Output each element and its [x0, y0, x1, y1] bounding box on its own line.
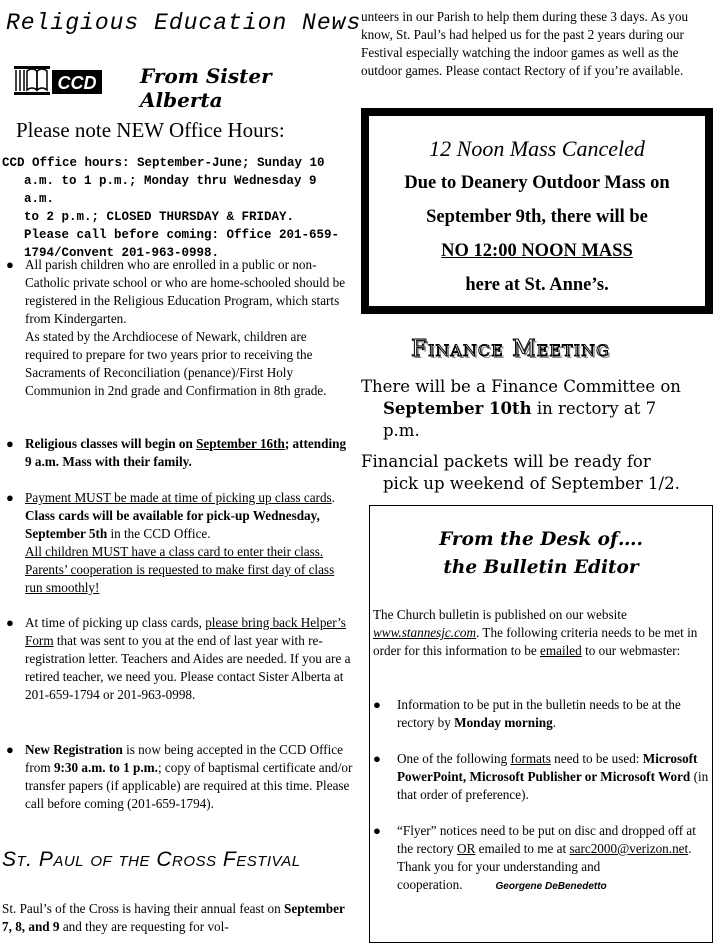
- from-sister-alberta: From Sister Alberta: [140, 64, 272, 112]
- page-title: Religious Education News: [6, 10, 362, 36]
- bullet-new-registration: ● New Registration is now being accepted in the CCD Office from 9:30 a.m. to 1 p.m.; copy of baptismal certificate and/or transfer papers (if applicable) are required at this time. Please call before coming (201-659-1794).: [6, 742, 353, 811]
- festival-title: St. Paul of the Cross Festival: [2, 848, 301, 871]
- bullet-icon: ●: [6, 742, 14, 757]
- email-link[interactable]: sarc2000@verizon.net: [569, 841, 689, 856]
- bullet-icon: ●: [6, 436, 14, 451]
- bullet-icon: ●: [373, 823, 381, 838]
- criteria-flyer: ● “Flyer” notices need to be put on disc and dropped off at the rectory OR emailed to me at sarc2000@verizon.net. Thank you for your understanding and cooperation. Georgene DeBenedetto: [373, 823, 696, 892]
- festival-text-start: St. Paul’s of the Cross is having their annual feast on September 7, 8, and 9 and they are requesting for vol-: [2, 901, 345, 934]
- mass-canceled-title: 12 Noon Mass Canceled: [429, 136, 645, 161]
- office-hours-title: Please note NEW Office Hours:: [16, 118, 285, 142]
- bulletin-editor-box: [369, 505, 713, 943]
- bullet-icon: ●: [6, 615, 14, 630]
- bullet-classes-begin: ● Religious classes will begin on September 16th; attending 9 a.m. Mass with their family.: [6, 436, 347, 469]
- bullet-icon: ●: [6, 490, 14, 505]
- mass-canceled-box: [361, 108, 713, 314]
- editor-signature: Georgene DeBenedetto: [495, 881, 607, 892]
- ccd-logo-text: CCD: [57, 73, 97, 93]
- finance-committee-text: There will be a Finance Committee on September 10th in rectory at 7 p.m.: [361, 377, 681, 440]
- office-hours-text: CCD Office hours: September-June; Sunday 10 a.m. to 1 p.m.; Monday thru Wednesday 9 a.m. to 2 p.m.; CLOSED THURSDAY & FRIDAY. Please call before coming: Office 201-659- 1794/Convent 201-963-0998.: [2, 156, 340, 260]
- finance-meeting-title: Finance Meeting: [411, 336, 610, 362]
- criteria-monday: ● Information to be put in the bulletin needs to be at the rectory by Monday morning.: [373, 697, 681, 730]
- bullet-icon: ●: [6, 257, 14, 272]
- bullet-helpers-form: ● At time of picking up class cards, please bring back Helper’s Form that was sent to you at the end of last year with re-registration letter. Teachers and Aides are needed. If you are a retired teacher, we need you. Please contact Sister Alberta at 201-659-1794 or 201-963-0998.: [6, 615, 351, 702]
- criteria-formats: ● One of the following formats need to be used: Microsoft PowerPoint, Microsoft Publisher or Microsoft Word (in that order of preference).: [373, 751, 709, 802]
- ccd-logo: [12, 62, 104, 98]
- bullet-icon: ●: [373, 697, 381, 712]
- website-link[interactable]: www.stannesjc.com: [373, 625, 477, 640]
- bullet-icon: ●: [373, 751, 381, 766]
- bulletin-intro: The Church bulletin is published on our website www.stannesjc.com. The following criteria needs to be met in order for this information to be emailed to our webmaster:: [373, 607, 698, 658]
- bullet-payment: ● Payment MUST be made at time of picking up class cards. Class cards will be available for pick-up Wednesday, September 5th in the CCD Office. All children MUST have a class card to enter their class. Parents’ cooperation is requested to make first day of class run smoothly!: [6, 490, 335, 595]
- mass-canceled-text: Due to Deanery Outdoor Mass on September 9th, there will be NO 12:00 NOON MASS here at St. Anne’s.: [404, 173, 670, 295]
- financial-packets-text: Financial packets will be ready for pick up weekend of September 1/2.: [361, 452, 680, 493]
- bulletin-editor-title: From the Desk of…. the Bulletin Editor: [439, 529, 643, 578]
- bullet-registration: ● All parish children who are enrolled in a public or non-Catholic private school or who are home-schooled should be registered in the Religious Education Program, which starts from Kindergarten. As stated by the Archdiocese of Newark, children are required to prepare for two years prior to receiving the Sacraments of Reconciliation (penance)/First Holy Communion in 2nd grade and Confirmation in 8th grade.: [6, 257, 346, 398]
- festival-text-continued: unteers in our Parish to help them during these 3 days. As you know, St. Paul’s had helped us for the past 2 years during our Festival especially watching the indoor games as well as the outdoor games. Please contact Rectory of if you’re available.: [361, 9, 689, 78]
